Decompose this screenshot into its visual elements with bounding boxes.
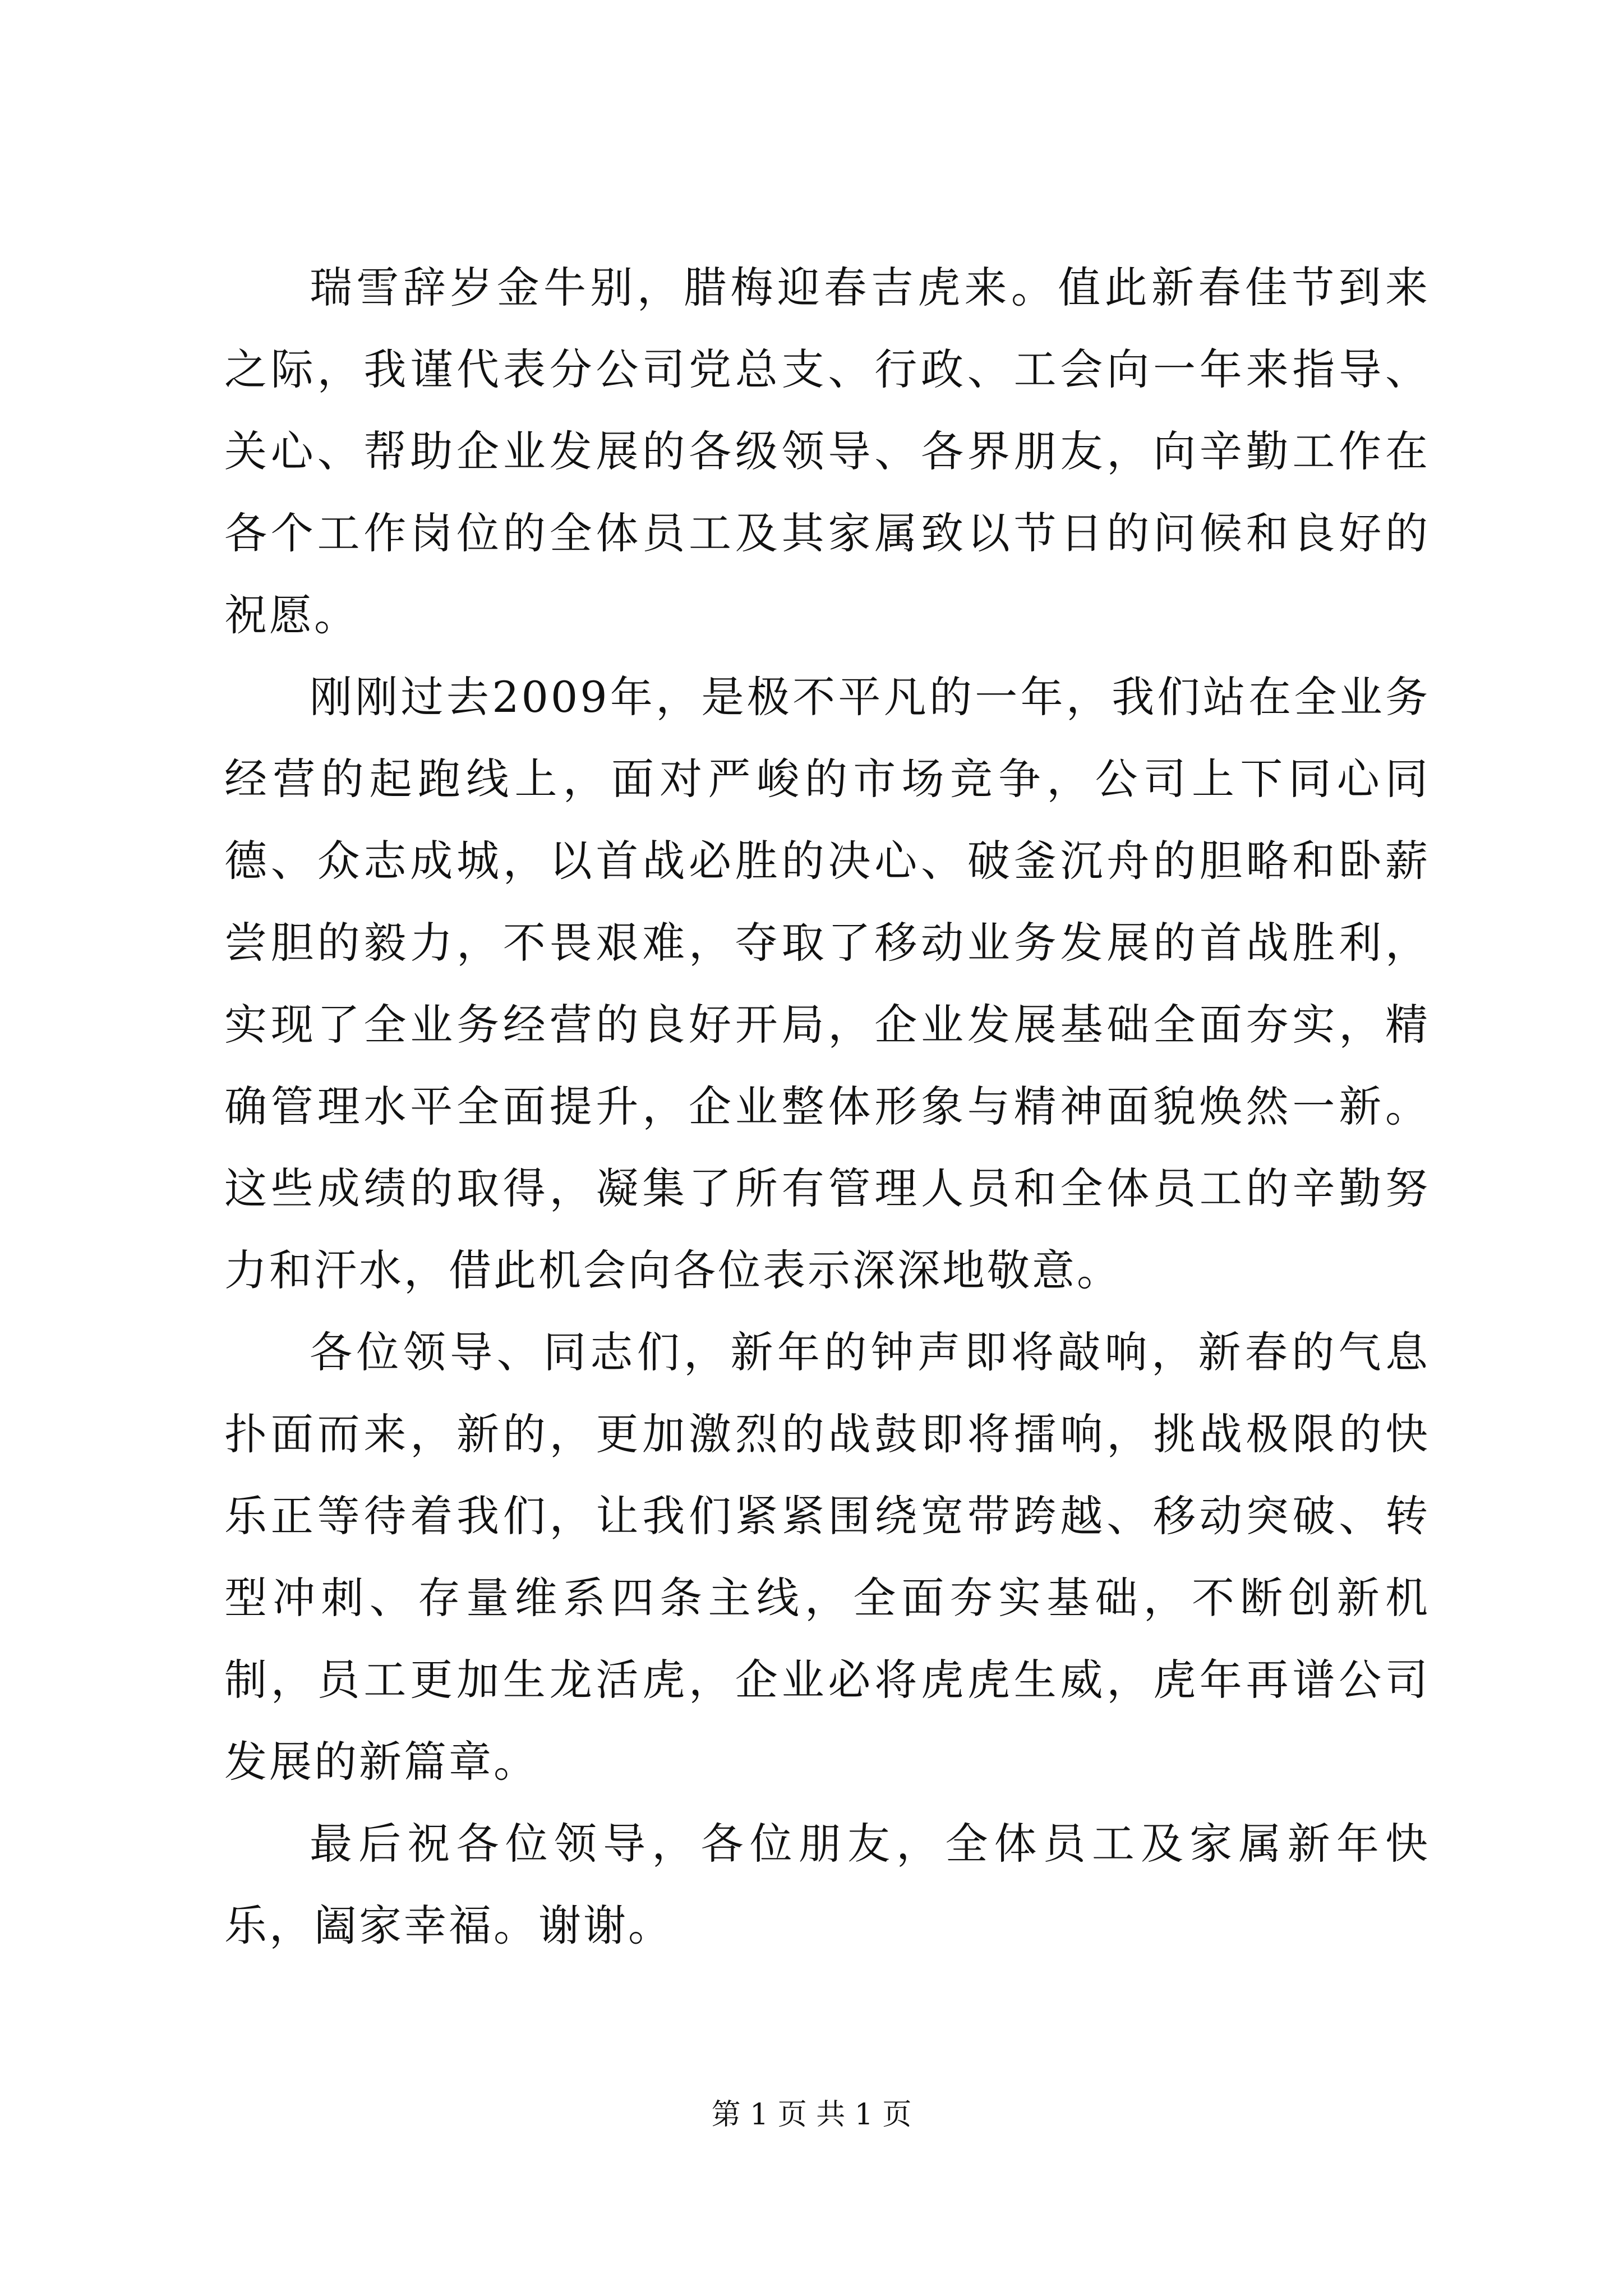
document-body	[224, 247, 1430, 1967]
paragraph-1: 瑞雪辞岁金牛别，腊梅迎春吉虎来。值此新春佳节到来之际，我谨代表分公司党总支、行政、工会向一年来指导、关心、帮助企业发展的各级领导、各界朋友，向辛勤工作在各个工作岗位的全体员工及其家属致以节日的问候和良好的祝愿。	[224, 263, 1430, 640]
page-footer: 第 1 页 共 1 页	[711, 2098, 912, 2132]
paragraph-4: 最后祝各位领导，各位朋友，全体员工及家属新年快乐，阖家幸福。谢谢。	[224, 1819, 1430, 1950]
paragraph-2: 刚刚过去2009年，是极不平凡的一年，我们站在全业务经营的起跑线上，面对严峻的市场竞争，公司上下同心同德、众志成城，以首战必胜的决心、破釜沉舟的胆略和卧薪尝胆的毅力，不畏艰难，夺取了移动业务发展的首战胜利，实现了全业务经营的良好开局，企业发展基础全面夯实，精确管理水平全面提升，企业整体形象与精神面貌焕然一新。这些成绩的取得，凝集了所有管理人员和全体员工的辛勤努力和汗水，借此机会向各位表示深深地敬意。	[224, 672, 1430, 1295]
paragraph-3: 各位领导、同志们，新年的钟声即将敲响，新春的气息扑面而来，新的，更加激烈的战鼓即将擂响，挑战极限的快乐正等待着我们，让我们紧紧围绕宽带跨越、移动突破、转型冲刺、存量维系四条主线，全面夯实基础，不断创新机制，员工更加生龙活虎，企业必将虎虎生威，虎年再谱公司发展的新篇章。	[224, 1327, 1430, 1787]
